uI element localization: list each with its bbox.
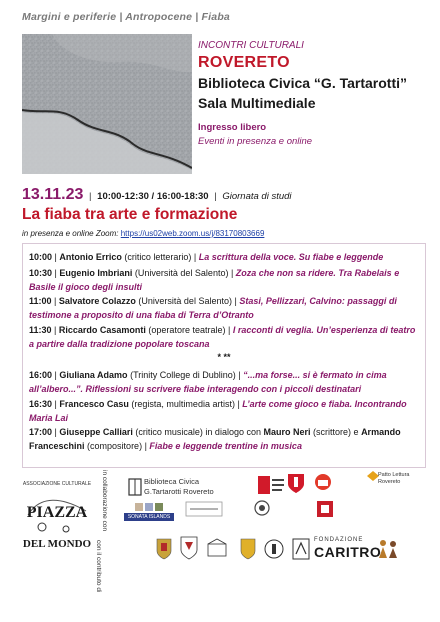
book-icon <box>128 478 142 496</box>
program-talk: “...ma forse... si è fermato in cima all’albero...”. Riflessioni su scrivere fiabe interagendo con i piccoli destinatari <box>29 370 387 394</box>
cover-photo <box>22 34 192 174</box>
patto-lettura-logo <box>366 470 416 486</box>
zoom-prefix: in presenza e online Zoom: <box>22 229 119 238</box>
program-speaker: Salvatore Colazzo <box>58 296 136 306</box>
event-title: La fiaba tra arte e formazione <box>22 206 238 223</box>
program-item: 10:00 | Antonio Errico (critico letterario) | La scrittura della voce. Su fiabe e leggende <box>29 252 384 262</box>
program-time: 11:00 <box>29 296 52 306</box>
program-speaker: Francesco Casu <box>59 399 129 409</box>
mode-label: Eventi in presenza e online <box>198 136 313 147</box>
program-item: 10:30 | Eugenio Imbriani (Università del Salento) | Zoza che non sa ridere. Tra Rabelais e Basile il gioco degli insulti <box>29 268 400 292</box>
program-item: 11:00 | Salvatore Colazzo (Università del Salento) | Stasi, Pellizzari, Calvino: passaggi di testimone a proposito di una fiaba di Terra d’Otranto <box>29 296 397 320</box>
program-role: (critico musicale) in dialogo con <box>135 427 261 437</box>
program-role: (Università del Salento) <box>138 296 232 306</box>
program-role: (Università del Salento) <box>134 268 229 278</box>
event-times: 10:00-12:30 / 16:00-18:30 <box>97 191 209 202</box>
event-city: ROVERETO <box>198 54 290 71</box>
region-crest <box>180 536 198 560</box>
program-time: 10:30 <box>29 268 53 278</box>
program-speaker: Eugenio Imbriani <box>59 268 133 278</box>
piazza-mid-text: PIAZZA <box>26 504 88 521</box>
piazza-bottom-text: DEL MONDO <box>22 538 92 550</box>
patto-text: Patto Lettura Rovereto <box>378 472 410 485</box>
event-date: 13.11.23 <box>22 186 84 203</box>
zoom-line <box>22 229 264 238</box>
venue-line-2: Sala Multimediale <box>198 95 316 111</box>
theatre-logo <box>258 476 284 494</box>
venue-line-1: Biblioteca Civica “G. Tartarotti” <box>198 75 408 91</box>
partner-logo-mark <box>184 500 224 518</box>
program-talk: Zoza che non sa ridere. Tra Rabelais e Basile il gioco degli insulti <box>29 268 400 292</box>
city-crest <box>240 538 256 560</box>
program-time: 11:30 <box>29 325 52 335</box>
program-talk: L’arte come gioco e fiaba. Incontrando Maria Lai <box>29 399 407 423</box>
program-speaker: Mauro Neri <box>263 427 311 437</box>
sonata-islands-logo <box>124 503 174 521</box>
knight-logo <box>264 538 284 560</box>
fondazione-caritro-logo <box>292 536 382 564</box>
separator: | <box>214 191 217 202</box>
program-role: (regista, multimedia artist) <box>131 399 235 409</box>
program-speaker: Giuliana Adamo <box>59 370 128 380</box>
program-time: 16:30 <box>29 399 53 409</box>
program-talk: Fiabe e leggende trentine in musica <box>149 441 302 451</box>
piazza-top-text: ASSOCIAZIONE CULTURALE <box>22 481 92 487</box>
program-speaker: Antonio Errico <box>59 252 122 262</box>
program-speaker: Giuseppe Calliari <box>59 427 133 437</box>
biblioteca-line1: Biblioteca Civica <box>144 477 200 486</box>
event-info <box>198 40 434 147</box>
collab-label: in collaborazione con <box>101 470 108 532</box>
program-time: 10:00 <box>29 252 53 262</box>
caritro-icon <box>292 538 310 560</box>
caritro-text: CARITRO <box>314 544 382 560</box>
program-speaker: Riccardo Casamonti <box>58 325 146 335</box>
round-logo <box>254 500 270 516</box>
program-role: (compositore) <box>87 441 143 451</box>
provincia-crest <box>156 538 172 560</box>
figures-logo <box>376 538 400 560</box>
event-kicker: INCONTRI CULTURALI <box>198 40 304 51</box>
program-time: 17:00 <box>29 427 53 437</box>
program-talk: Stasi, Pellizzari, Calvino: passaggi di testimone a proposito di una fiaba di Terra d’Otranto <box>29 296 397 320</box>
entry-label: Ingresso libero <box>198 122 267 133</box>
comune-logo <box>206 538 228 558</box>
program-box <box>22 243 426 468</box>
program-role: (scrittore) e <box>313 427 359 437</box>
biblioteca-line2: G.Tartarotti Rovereto <box>144 487 214 496</box>
program-item: 16:30 | Francesco Casu (regista, multimedia artist) | L’arte come gioco e fiaba. Incontrando Maria Lai <box>29 399 407 423</box>
sonata-text: SONATA ISLANDS <box>124 513 174 521</box>
separator: | <box>89 191 92 202</box>
zoom-link[interactable]: https://us02web.zoom.us/j/83170803669 <box>120 229 265 238</box>
red-emblem-logo <box>312 472 334 492</box>
program-item: 17:00 | Giuseppe Calliari (critico musicale) in dialogo con Mauro Neri (scrittore) e Armando Franceschini (compositore) | Fiabe e leggende trentine in musica <box>29 427 401 451</box>
series-header: Margini e periferie | Antropocene | Fiaba <box>22 11 230 23</box>
program-item: 11:30 | Riccardo Casamonti (operatore teatrale) | I racconti di veglia. Un’esperienza di teatro a partire dalla tradizione popolare toscana <box>29 325 416 349</box>
program-role: (operatore teatrale) <box>148 325 226 335</box>
day-label: Giornata di studi <box>222 191 292 202</box>
date-line <box>22 186 292 204</box>
program-time: 16:00 <box>29 370 53 380</box>
contrib-label: con il contributo di <box>95 540 102 593</box>
crest-logo <box>286 472 306 494</box>
program-item: 16:00 | Giuliana Adamo (Trinity College di Dublino) | “...ma forse... si è fermato in cima all’albero...”. Riflessioni su scrivere fiabe interagendo con i piccoli destinatari <box>29 370 387 394</box>
separator-stars: * ** <box>217 352 231 362</box>
program-talk: La scrittura della voce. Su fiabe e leggende <box>198 252 384 262</box>
program-role: (Trinity College di Dublino) <box>130 370 236 380</box>
program-talk: I racconti di veglia. Un’esperienza di teatro a partire dalla tradizione popolare toscana <box>29 325 416 349</box>
red-stamp-logo <box>316 500 334 518</box>
caritro-top-text: FONDAZIONE <box>314 537 364 543</box>
program-speaker: Armando Franceschini <box>29 427 401 451</box>
program-role: (critico letterario) <box>124 252 192 262</box>
piazza-del-mondo-logo <box>22 475 92 555</box>
